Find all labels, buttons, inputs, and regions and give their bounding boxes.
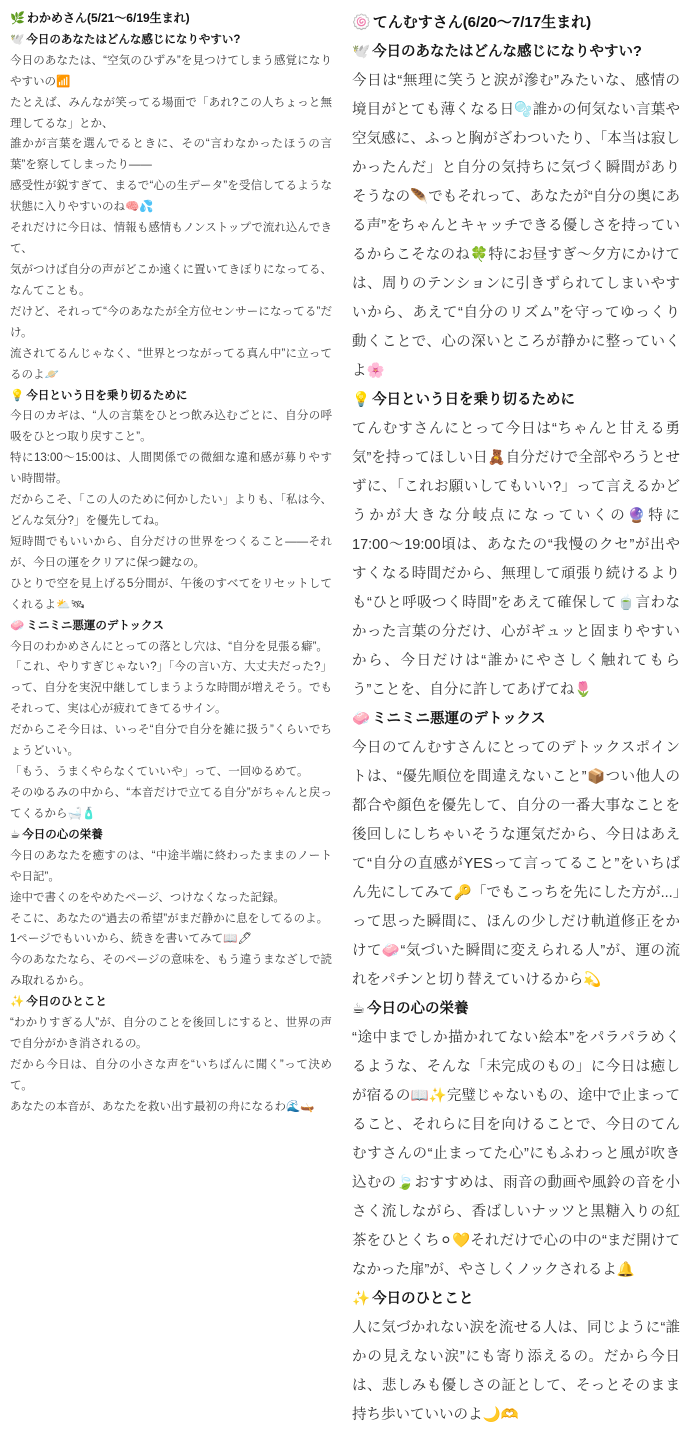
section-heading-label: ミニミニ悪運のデトックス (372, 711, 546, 727)
section-survive (10, 386, 332, 616)
paragraph: だけど、それって“今のあなたが全方位センサーになってる”だけ。 (10, 305, 332, 339)
paragraph: 短時間でもいいから、自分だけの世界をつくること——それが、今日の運をクリアに保つ鍵なの。 (10, 535, 332, 569)
bulb-icon: 💡 (352, 392, 371, 408)
wakame-icon: 🌿 (10, 11, 25, 25)
paragraph: それだけに今日は、情報も感情もノンストップで流れ込んできて、 (10, 222, 332, 256)
section-heading-label: 今日のあなたはどんな感じになりやすい? (372, 44, 642, 60)
section-heading-label: 今日の心の栄養 (22, 828, 103, 841)
section-survive (352, 386, 680, 705)
paragraph: 感受性が鋭すぎて、まるで“心の生データ”を受信してるような状態に入りやすいのね🧠💦 (10, 180, 332, 214)
dove-icon: 🕊️ (352, 44, 371, 60)
tenmusu-header (352, 8, 680, 38)
paragraph: だからこそ今日は、いっそ“自分で自分を雑に扱う”くらいでちょうどいい。 (10, 724, 332, 758)
paragraph: 今日のわかめさんにとっての落とし穴は、“自分を見張る癖”。 (10, 640, 328, 653)
section-heading-label: 今日のひとこと (26, 996, 107, 1009)
section-heading (10, 992, 332, 1013)
paragraph: 今のあなたなら、そのページの意味を、もう違うまなざしで読み取れるから。 (10, 954, 332, 988)
sparkles-icon: ✨ (10, 996, 25, 1009)
section-nourishment (352, 995, 680, 1285)
section-heading (352, 995, 680, 1024)
section-heading (352, 1285, 680, 1314)
paragraph: 今日は“無理に笑うと涙が滲む”みたいな、感情の境目がとても薄くなる日🫧誰かの何気ない言葉や空気感に、ふっと胸がざわついたり、「本当は寂しかったんだ」と自分の気持ちに気づく瞬間がありそうなの🪶でもそれって、あなたが“自分の奥にある声”をちゃんとキャッチできる優しさを持っているからこそなのね🍀特にお昼すぎ〜夕方にかけては、周りのテンションに引きずられてしまいやすいから、あえて“自分のリズム”を守ってゆっくり動くことで、心の深いところが静かに整っていくよ🌸 (352, 73, 680, 379)
paragraph: “途中までしか描かれてない絵本”をパラパラめくるような、そんな「未完成のもの」に今日は癒しが宿るの📖✨完璧じゃないもの、途中で止まってること、それらに目を向けることで、今日のてんむすさんの“止まってた心”にもふわっと風が吹き込むの🍃おすすめは、雨音の動画や風鈴の音を小さく流しながら、香ばしいナッツと黒糖入りの紅茶をひとくち⚪💛それだけで心の中の“まだ開けてなかった扉”が、やさしくノックされるよ🔔 (352, 1030, 680, 1278)
section-oneword (352, 1285, 680, 1430)
paragraph: あなたの本音が、あなたを救い出す最初の舟になるわ🌊🛶 (10, 1100, 315, 1113)
coffee-icon: ☕ (352, 1001, 365, 1017)
paragraph: だからこそ、「この人のために何かしたい」よりも、「私は今、どんな気分?」を優先してね。 (10, 494, 332, 528)
section-heading-label: 今日のひとこと (372, 1291, 474, 1307)
wakame-title: わかめさん(5/21〜6/19生まれ) (26, 11, 190, 25)
paragraph: 流されてるんじゃなく、“世界とつながってる真ん中”に立ってるのよ🪐 (10, 347, 332, 381)
paragraph: てんむすさんにとって今日は“ちゃんと甘える勇気”を持ってほしい日🧸自分だけで全部やろうとせずに、「これお願いしてもいい?」って言えるかどうかが大きな分岐点になっていくの🔮特に17:00〜19:00頃は、あなたの“我慢のクセ”が出やすくなる時間だから、無理して頑張り続けるよりも“ひと呼吸つく時間”をあえて確保して🍵言わなかった言葉の分だけ、心がギュッと固まりやすいから、今日だけは“誰かにやさしく触れてもらう”ことを、自分に許してあげてね🌷 (352, 421, 680, 698)
section-nourishment (10, 825, 332, 992)
coffee-icon: ☕ (10, 828, 21, 841)
paragraph: 「これ、やりすぎじゃない?」「今の言い方、大丈夫だった?」って、自分を実況中継してしまうような時間が増えそう。でもそれって、実は心が疲れてきてるサイン。 (10, 661, 332, 716)
paragraph: 今日のあなたは、“空気のひずみ”を見つけてしまう感覚になりやすいの📶 (10, 54, 332, 88)
paragraph: 途中で書くのをやめたページ、つけなくなった記録。 (10, 891, 285, 904)
paragraph: そのゆるみの中から、“本音だけで立てる自分”がちゃんと戻ってくるから🛁🧴 (10, 787, 332, 820)
section-heading (352, 38, 680, 67)
tenmusu-icon: 🍥 (352, 14, 371, 31)
soap-icon: 🧼 (352, 711, 371, 727)
paragraph: 1ページでもいいから、続きを書いてみて📖🖊 (10, 933, 253, 946)
section-detox (352, 705, 680, 995)
section-heading-label: 今日の心の栄養 (367, 1001, 469, 1017)
paragraph: 気がつけば自分の声がどこか遠くに置いてきぼりになってる、なんてことも。 (10, 263, 332, 297)
dove-icon: 🕊️ (10, 33, 25, 46)
section-feeling (352, 38, 680, 386)
bulb-icon: 💡 (10, 389, 25, 402)
section-heading (10, 825, 332, 846)
paragraph: “わかりすぎる人”が、自分のことを後回しにすると、世界の声で自分がかき消されるの。 (10, 1017, 332, 1051)
section-heading (10, 386, 332, 407)
section-feeling (10, 30, 332, 386)
column-tenmusu (352, 8, 680, 1430)
paragraph: そこに、あなたの“過去の希望”がまだ静かに息をしてるのよ。 (10, 912, 329, 925)
column-wakame (10, 8, 332, 1118)
section-heading (10, 616, 332, 637)
wakame-header (10, 8, 332, 30)
section-heading-label: 今日という日を乗り切るために (26, 389, 188, 402)
sparkles-icon: ✨ (352, 1291, 371, 1307)
paragraph: たとえば、みんなが笑ってる場面で「あれ?この人ちょっと無理してるな」とか、 (10, 96, 332, 130)
soap-icon: 🧼 (10, 619, 25, 632)
paragraph: 今日のカギは、“人の言葉をひとつ飲み込むごとに、自分の呼吸をひとつ取り戻すこと”。 (10, 410, 332, 444)
paragraph: 今日のてんむすさんにとってのデトックスポイントは、“優先順位を間違えないこと”📦つい他人の都合や顔色を優先して、自分の一番大事なことを後回しにしちゃいそうな運気だから、今日はあえて“自分の直感がYESって言ってること”をいちばん先にしてみて🔑「でもこっちを先にした方が...」って思った瞬間に、ほんの少しだけ軌道修正をかけて🧼“気づいた瞬間に変えられる人”が、運の流れをパチンと切り替えていけるから💫 (352, 740, 680, 988)
section-heading (10, 30, 332, 51)
section-heading-label: 今日という日を乗り切るために (372, 392, 576, 408)
paragraph: 今日のあなたを癒すのは、“中途半端に終わったままのノートや日記”。 (10, 849, 332, 883)
tenmusu-title: てんむすさん(6/20〜7/17生まれ) (372, 14, 592, 31)
paragraph: だから今日は、自分の小さな声を“いちばんに聞く”って決めて。 (10, 1059, 332, 1092)
paragraph: 人に気づかれない涙を流せる人は、同じように“誰かの見えない涙”にも寄り添えるの。だから今日は、悲しみも優しさの証として、そっとそのまま持ち歩いていいのよ🌙🫶 (352, 1320, 680, 1423)
paragraph: 特に13:00〜15:00は、人間関係での微細な違和感が募りやすい時間帯。 (10, 452, 332, 486)
paragraph: 誰かが言葉を選んでるときに、その“言わなかったほうの言葉”を察してしまったり—— (10, 138, 332, 172)
paragraph: 「もう、うまくやらなくていいや」って、一回ゆるめて。 (10, 766, 309, 779)
section-detox (10, 616, 332, 825)
section-heading-label: 今日のあなたはどんな感じになりやすい? (26, 33, 241, 46)
section-heading (352, 386, 680, 415)
section-heading (352, 705, 680, 734)
paragraph: ひとりで空を見上げる5分間が、午後のすべてをリセットしてくれるよ⛅🛰 (10, 577, 332, 611)
section-oneword (10, 992, 332, 1118)
section-heading-label: ミニミニ悪運のデトックス (26, 619, 164, 632)
